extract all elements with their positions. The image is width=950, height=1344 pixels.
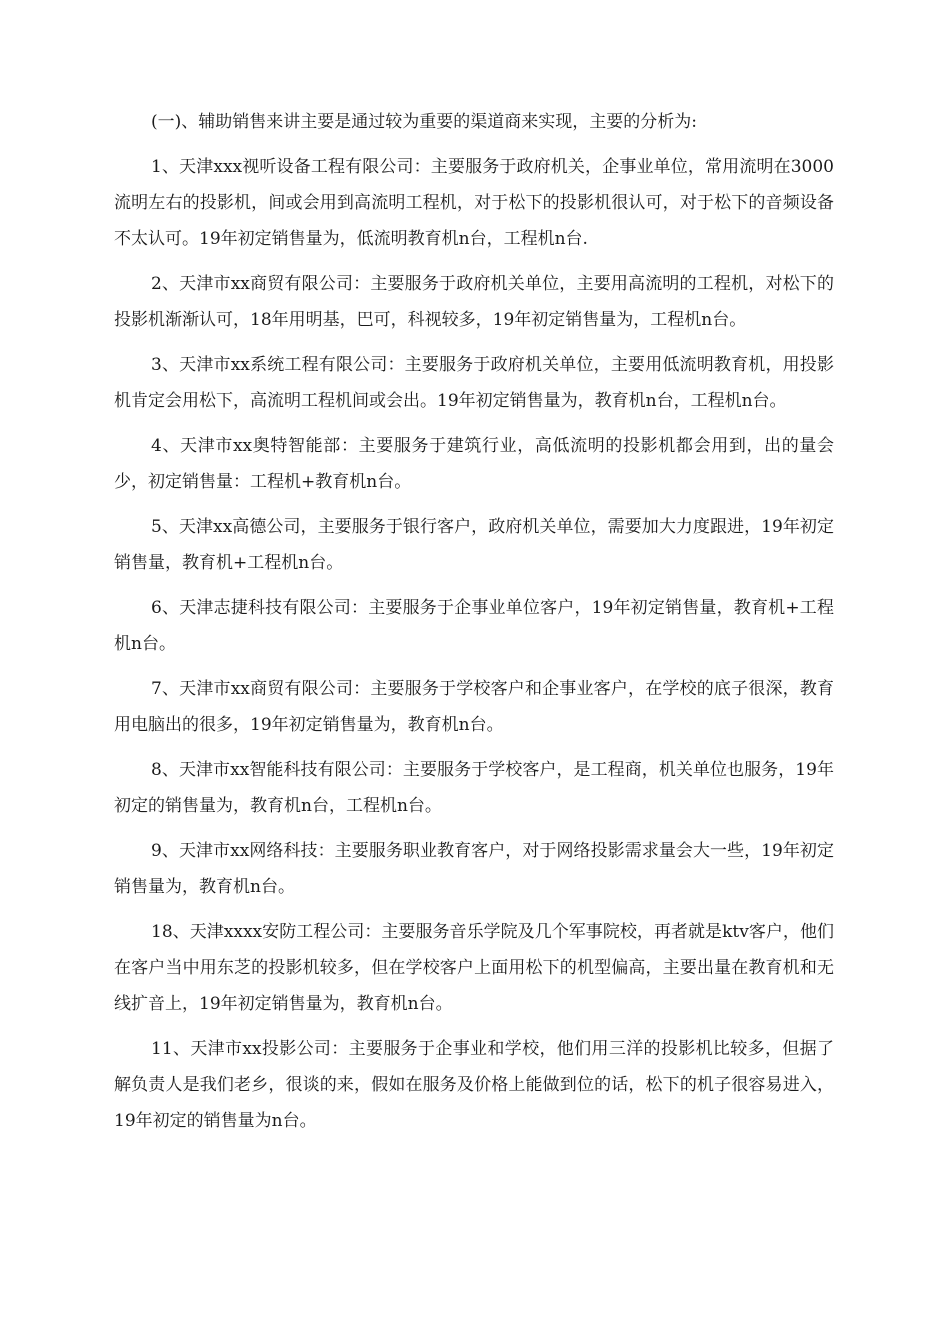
paragraph-item-2: 2、天津市xx商贸有限公司：主要服务于政府机关单位，主要用高流明的工程机，对松下的投影机渐渐认可，18年用明基，巴可，科视较多，19年初定销售量为，工程机n台。: [114, 274, 834, 330]
paragraph-intro: (一)、辅助销售来讲主要是通过较为重要的渠道商来实现，主要的分析为:: [151, 112, 697, 132]
paragraph-item-11: 11、天津市xx投影公司：主要服务于企事业和学校，他们用三洋的投影机比较多，但据了解负责人是我们老乡，很谈的来，假如在服务及价格上能做到位的话，松下的机子很容易进入，19年初定的销售量为n台。: [114, 1039, 834, 1131]
paragraph-item-9: 9、天津市xx网络科技：主要服务职业教育客户，对于网络投影需求量会大一些，19年初定销售量为，教育机n台。: [114, 841, 834, 897]
paragraph-item-1: 1、天津xxx视听设备工程有限公司：主要服务于政府机关，企事业单位，常用流明在3000流明左右的投影机，间或会用到高流明工程机，对于松下的投影机很认可，对于松下的音频设备不太认可。19年初定销售量为，低流明教育机n台，工程机n台.: [114, 157, 834, 249]
paragraph-item-6: 6、天津志捷科技有限公司：主要服务于企事业单位客户，19年初定销售量，教育机+工程机n台。: [114, 598, 834, 654]
document-body: [114, 104, 834, 1148]
paragraph-item-18: 18、天津xxxx安防工程公司：主要服务音乐学院及几个军事院校，再者就是ktv客户，他们在客户当中用东芝的投影机较多，但在学校客户上面用松下的机型偏高，主要出量在教育机和无线扩音上，19年初定销售量为，教育机n台。: [114, 922, 834, 1014]
paragraph-item-3: 3、天津市xx系统工程有限公司：主要服务于政府机关单位，主要用低流明教育机，用投影机肯定会用松下，高流明工程机间或会出。19年初定销售量为，教育机n台，工程机n台。: [114, 355, 834, 411]
paragraph-item-4: 4、天津市xx奥特智能部：主要服务于建筑行业，高低流明的投影机都会用到，出的量会少，初定销售量：工程机+教育机n台。: [114, 436, 834, 492]
paragraph-item-5: 5、天津xx高德公司，主要服务于银行客户，政府机关单位，需要加大力度跟进，19年初定销售量，教育机+工程机n台。: [114, 517, 834, 573]
paragraph-item-8: 8、天津市xx智能科技有限公司：主要服务于学校客户，是工程商，机关单位也服务，19年初定的销售量为，教育机n台，工程机n台。: [114, 760, 834, 816]
paragraph-item-7: 7、天津市xx商贸有限公司：主要服务于学校客户和企事业客户，在学校的底子很深，教育用电脑出的很多，19年初定销售量为，教育机n台。: [114, 679, 834, 735]
